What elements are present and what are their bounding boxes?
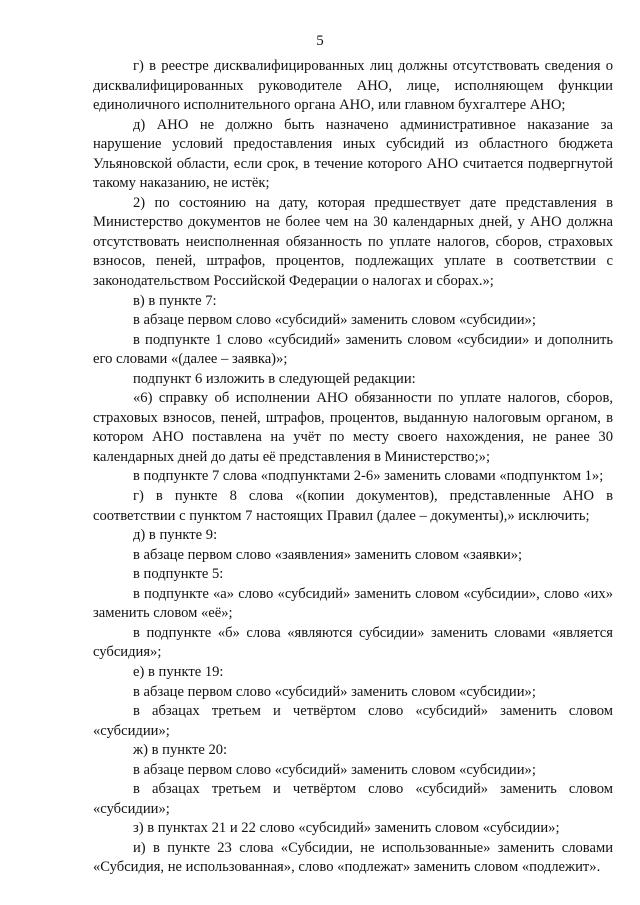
paragraph: и) в пункте 23 слова «Субсидии, не использованные» заменить словами «Субсидия, не использованная», слово «подлежат» заменить словом «подлежит». [93, 839, 613, 876]
paragraph: д) в пункте 9: [133, 527, 218, 544]
paragraph: в абзаце первом слово «заявления» заменить словом «заявки»; [133, 546, 523, 563]
paragraph: в подпункте 7 слова «подпунктами 2-6» заменить словами «подпунктом 1»; [133, 468, 604, 485]
paragraph: в абзацах третьем и четвёртом слово «субсидий» заменить словом «субсидии»; [93, 781, 613, 817]
paragraph: в абзаце первом слово «субсидий» заменить словом «субсидии»; [133, 683, 536, 700]
paragraph: подпункт 6 изложить в следующей редакции: [133, 370, 416, 387]
paragraph: з) в пунктах 21 и 22 слово «субсидий» заменить словом «субсидии»; [133, 820, 560, 837]
paragraph: г) в реестре дисквалифицированных лиц должны отсутствовать сведения о дисквалифицированных руководителе АНО, лице, исполняющем функции единоличного исполнительного органа АНО, или главном бухгалтере АНО; [93, 58, 613, 114]
paragraph: ж) в пункте 20: [133, 742, 228, 759]
document-body [93, 57, 613, 878]
paragraph: в) в пункте 7: [133, 292, 217, 309]
paragraph: в подпункте «б» слова «являются субсидии» заменить словами «является субсидия»; [93, 624, 613, 661]
paragraph: в подпункте 1 слово «субсидий» заменить словом «субсидии» и дополнить его словами «(далее – заявка)»; [93, 331, 613, 368]
paragraph: в подпункте «а» слово «субсидий» заменить словом «субсидии», слово «их» заменить словом «её»; [93, 585, 613, 622]
page-number: 5 [316, 33, 324, 49]
paragraph: д) АНО не должно быть назначено административное наказание за нарушение условий предоставления иных субсидий из областного бюджета Ульяновской области, если срок, в течение которого АНО считается подвергнутой такому наказанию, не истёк; [93, 116, 613, 192]
paragraph: е) в пункте 19: [133, 663, 224, 680]
paragraph: в абзаце первом слово «субсидий» заменить словом «субсидии»; [133, 761, 536, 778]
paragraph: г) в пункте 8 слова «(копии документов), представленные АНО в соответствии с пунктом 7 настоящих Правил (далее – документы),» исключить; [93, 488, 613, 524]
paragraph: «6) справку об исполнении АНО обязанности по уплате налогов, сборов, страховых взносов, пеней, штрафов, процентов, выданную налоговым органом, в котором АНО поставлена на учёт по месту своего нахождения, не ранее 30 календарных дней до даты её представления в Министерство;»; [93, 390, 613, 465]
paragraph: в подпункте 5: [133, 566, 224, 583]
paragraph: 2) по состоянию на дату, которая предшествует дате представления в Министерство документов не более чем на 30 календарных дней, у АНО должна отсутствовать неисполненная обязанность по уплате налогов, сборов, страховых взносов, пеней, штрафов, процентов, подлежащих уплате в соответствии с законодательством Российской Федерации о налогах и сборах.»; [93, 194, 613, 290]
paragraph: в абзаце первом слово «субсидий» заменить словом «субсидии»; [133, 312, 536, 329]
paragraph: в абзацах третьем и четвёртом слово «субсидий» заменить словом «субсидии»; [93, 703, 613, 739]
